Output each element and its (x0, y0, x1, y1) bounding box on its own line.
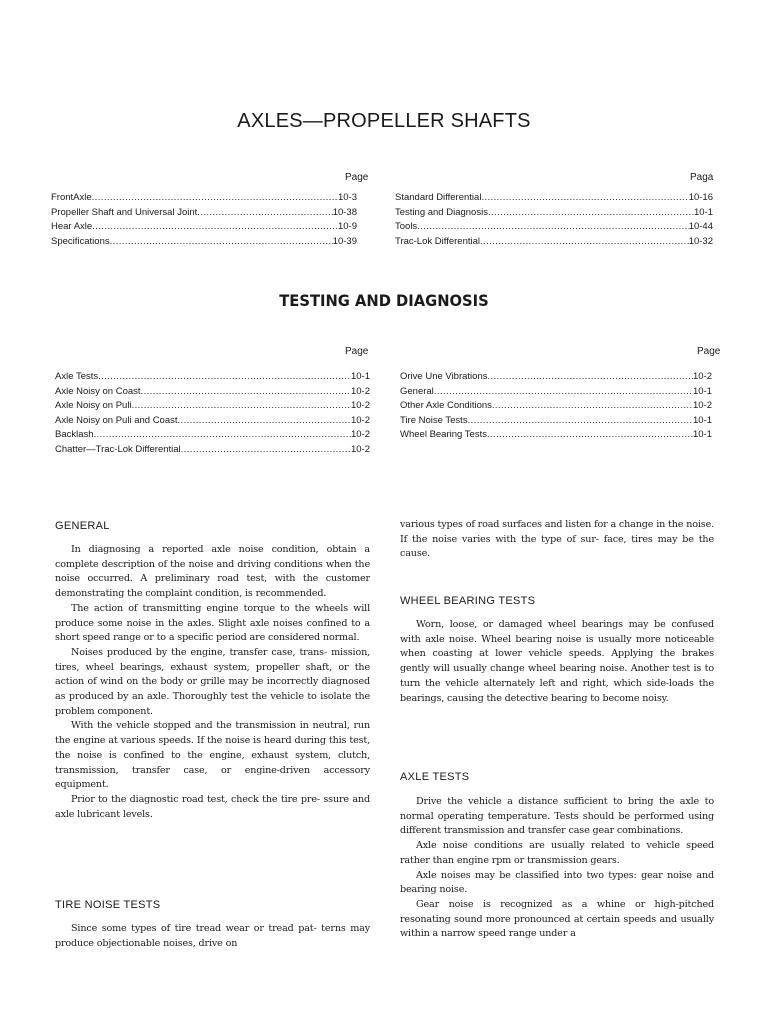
toc-entry[interactable] (55, 428, 370, 443)
toc-entry[interactable] (51, 191, 357, 206)
toc-entry-label: Hear Axle (51, 221, 93, 233)
toc-entry-page: 10-2 (692, 371, 712, 382)
toc-entry-page: 10-9 (337, 221, 357, 233)
paragraph: Since some types of tire tread wear or tread pat- terns may produce objectionable noises, drive on (55, 923, 370, 949)
toc-entry-page: 10-1 (693, 206, 713, 218)
toc-entry[interactable] (395, 235, 713, 250)
tire-noise-continued (400, 518, 714, 562)
toc-entry-label: Backlash (55, 429, 94, 441)
leader-dots (487, 370, 693, 385)
leader-dots (178, 414, 351, 429)
toc-entry-page: 10-39 (332, 235, 357, 247)
toc-entry-page: 10-38 (332, 206, 357, 218)
toc-entry[interactable] (395, 191, 713, 206)
toc-entry-page: 10-1 (350, 371, 370, 382)
paragraph: Prior to the diagnostic road test, check the tire pre- ssure and axle lubricant levels. (55, 793, 370, 820)
toc-entry[interactable] (51, 235, 357, 250)
toc-entry-label: Axle Tests (55, 371, 99, 382)
toc-entry[interactable] (55, 414, 370, 429)
toc-entry[interactable] (400, 414, 712, 429)
leader-dots (132, 399, 351, 414)
wheel-bearing-body (400, 618, 714, 706)
section-left-list (55, 370, 370, 458)
paragraph: Noises produced by the engine, transfer case, trans- mission, tires, wheel bearings, exhaust system, propeller shaft, or the action of wind on the body or grille may be incorrectly diagnosed as produced by an axle. Thoroughly test the vehicle to isolate the problem component. (55, 646, 370, 717)
paragraph: With the vehicle stopped and the transmission in neutral, run the engine at various speeds. If the noise is heard during this test, the noise is confined to the engine, exhaust system, clutch, transmission, transfer case, or engine-driven accessory equipment. (55, 720, 370, 791)
toc-entry-label: Axle Noisy on Coast (55, 385, 141, 397)
wheel-bearing-heading: WHEEL BEARING TESTS (400, 595, 536, 607)
leader-dots (492, 399, 693, 414)
toc-entry[interactable] (400, 370, 712, 385)
toc-entry-label: Wheel Bearing Tests (400, 429, 487, 441)
leader-dots (92, 191, 338, 206)
toc-entry-label: Orive Une Vibrations (400, 371, 488, 382)
toc-entry[interactable] (51, 206, 357, 221)
toc-entry[interactable] (400, 385, 712, 400)
general-body (55, 543, 370, 822)
tire-noise-body (55, 922, 370, 951)
toc-entry-page: 10-2 (350, 429, 370, 441)
toc-entry-label: Chatter—Trac-Lok Differential (55, 443, 181, 455)
toc-entry[interactable] (55, 399, 370, 414)
toc-entry[interactable] (395, 220, 713, 235)
leader-dots (434, 385, 693, 400)
section-page-label-right: Page (697, 346, 721, 357)
toc-entry-page: 10-1 (692, 414, 712, 426)
toc-entry-page: 10-1 (692, 385, 712, 397)
toc-entry-label: General (400, 385, 434, 397)
toc-entry-page: 10-2 (350, 414, 370, 426)
leader-dots (98, 370, 351, 385)
contents-page-label-right: Paga (690, 172, 714, 183)
leader-dots (94, 428, 351, 443)
leader-dots (417, 220, 689, 235)
toc-entry-page: 10-2 (350, 443, 370, 455)
section-title: TESTING AND DIAGNOSIS (279, 291, 489, 310)
axle-tests-heading: AXLE TESTS (400, 771, 470, 783)
toc-entry-label: Testing and Diagnosis (395, 206, 488, 218)
leader-dots (92, 220, 338, 235)
toc-entry-page: 10-2 (350, 385, 370, 397)
leader-dots (141, 385, 351, 400)
toc-entry-page: 10-1 (692, 429, 712, 441)
toc-entry-page: 10-2 (350, 400, 370, 412)
toc-entry[interactable] (400, 428, 712, 443)
toc-entry-label: Tire Noise Tests (400, 414, 468, 426)
paragraph: In diagnosing a reported axle noise condition, obtain a complete description of the noise and driving conditions when the noise occurred. A preliminary road test, with the customer demonstrating the complaint condition, is recommended. (55, 544, 370, 600)
toc-entry-label: Axle Noisy on Puli and Coast (55, 414, 178, 426)
paragraph: Worn, loose, or damaged wheel bearings may be confused with axle noise. Wheel bearing noise is usually more noticeable when coasting at lower vehicle speeds. Applying the brakes gently will usually change wheel bearing noise. Another test is to turn the vehicle alternately left and right, which side-loads the bearings, causing the detective bearing to become noisy. (400, 619, 714, 704)
contents-right-list (395, 191, 713, 249)
toc-entry-label: Tools (395, 221, 418, 233)
toc-entry-label: Specifications (51, 235, 110, 247)
toc-entry-page: 10-44 (688, 221, 713, 233)
toc-entry-page: 10-16 (688, 192, 713, 203)
paragraph: The action of transmitting engine torque to the wheels will produce some noise in the axles. Slight axle noises confined to a short speed range or to a specific period are considered normal. (55, 602, 370, 644)
paragraph: Axle noises may be classified into two types: gear noise and bearing noise. (400, 869, 714, 896)
toc-entry-label: Axle Noisy on Puli (55, 400, 132, 412)
toc-entry[interactable] (395, 206, 713, 221)
contents-page-label-left: Page (345, 172, 369, 183)
toc-entry[interactable] (51, 220, 357, 235)
toc-entry-page: 10-32 (688, 235, 713, 247)
paragraph: Drive the vehicle a distance sufficient to bring the axle to normal operating temperature. Tests should be performed using different transmission and transfer case gear combinations. (400, 796, 714, 837)
paragraph: Gear noise is recognized as a whine or high-pitched resonating sound more pronounced at certain speeds and usually within a narrow speed range under a (400, 898, 714, 940)
axle-tests-body (400, 795, 714, 942)
leader-dots (487, 428, 693, 443)
leader-dots (488, 206, 694, 221)
toc-entry[interactable] (400, 399, 712, 414)
toc-entry[interactable] (55, 370, 370, 385)
toc-entry-page: 10-3 (337, 192, 357, 203)
leader-dots (197, 206, 332, 221)
leader-dots (468, 414, 693, 429)
tire-noise-heading: TIRE NOISE TESTS (55, 899, 161, 911)
leader-dots (181, 443, 351, 458)
paragraph: Axle noise conditions are usually related to vehicle speed rather than engine rpm or transmission gears. (400, 840, 714, 866)
toc-entry-page: 10-2 (692, 400, 712, 412)
toc-entry-label: Standard Differential (395, 192, 482, 203)
leader-dots (480, 235, 689, 250)
toc-entry[interactable] (55, 385, 370, 400)
page-title: AXLES—PROPELLER SHAFTS (237, 110, 531, 132)
toc-entry-label: Other Axle Conditions (400, 400, 492, 412)
leader-dots (110, 235, 333, 250)
general-heading: GENERAL (55, 520, 110, 532)
toc-entry-label: FrontAxle (51, 192, 92, 203)
contents-left-list (51, 191, 357, 249)
toc-entry-label: Propeller Shaft and Universal Joint (51, 206, 198, 218)
toc-entry-label: Trac-Lok Differential (395, 235, 481, 247)
toc-entry[interactable] (55, 443, 370, 458)
paragraph: various types of road surfaces and listen for a change in the noise. If the noise varies with the type of sur- face, tires may be the cause. (400, 519, 714, 560)
section-page-label-left: Page (345, 346, 369, 357)
leader-dots (481, 191, 688, 206)
section-right-list (400, 370, 712, 443)
